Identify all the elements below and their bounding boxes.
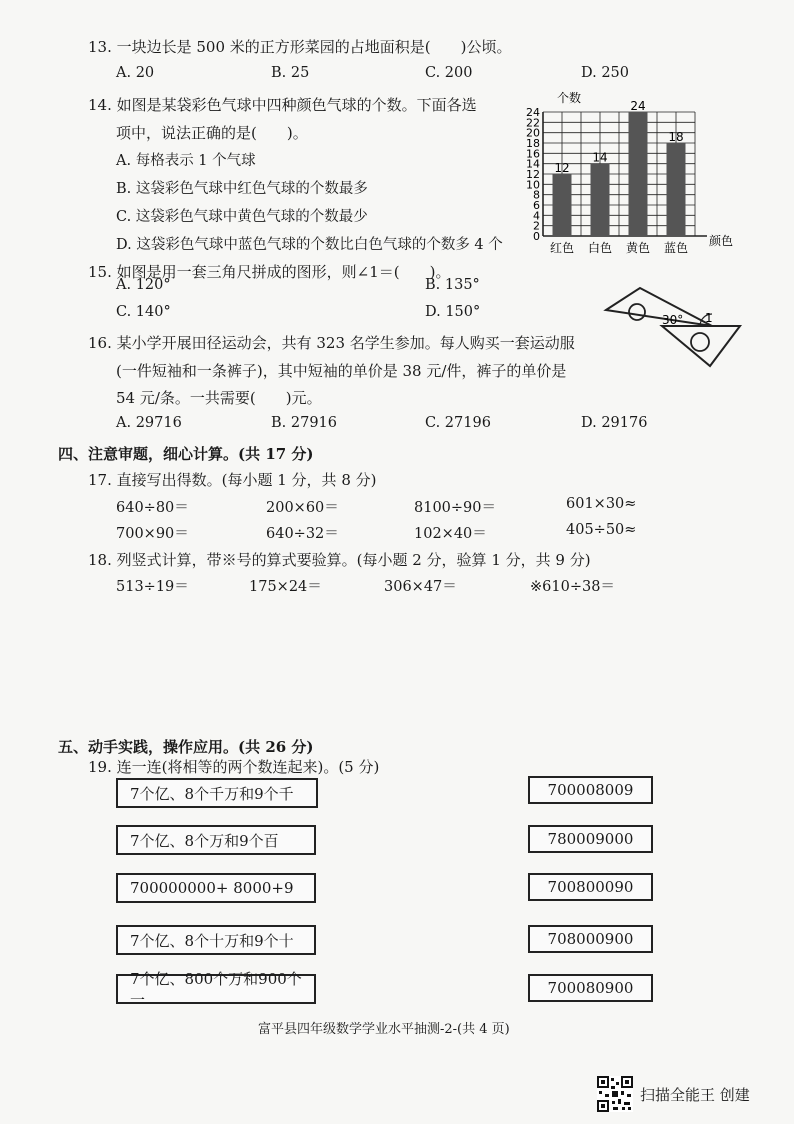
lower-triangle-ruler [662,326,740,366]
q19-left-box-3[interactable]: 700000000+ 8000+9 [116,873,316,903]
q14-option-b: B. 这袋彩色气球中红色气球的个数最多 [116,181,368,197]
chart-category-label: 白色 [587,241,613,255]
q17-stem: 17. 直接写出得数。(每小题 1 分，共 8 分) [88,471,377,489]
q17-item-3: 8100÷90＝ [414,500,497,516]
chart-category-label: 蓝色 [663,241,689,255]
chart-bar [591,164,610,236]
q18-stem: 18. 列竖式计算，带※号的算式要验算。(每小题 2 分，验算 1 分，共 9 分) [88,551,591,569]
q18-item-3: 306×47＝ [384,579,457,595]
q19-right-box-4[interactable]: 708000900 [528,925,653,953]
q15-option-c: C. 140° [116,304,171,320]
q16-option-c: C. 27196 [425,415,491,431]
q13-stem: 13. 一块边长是 500 米的正方形菜园的占地面积是( )公顷。 [88,38,512,56]
q14-option-a: A. 每格表示 1 个气球 [116,153,256,169]
qr-code-icon [597,1076,633,1112]
chart-y-tick-label: 2 [533,219,540,233]
upper-triangle-ruler [606,288,712,326]
balloon-bar-chart [515,88,745,270]
chart-y-tick-label: 8 [533,188,540,202]
q17-item-6: 640÷32＝ [266,526,339,542]
chart-data-label: 14 [592,150,608,165]
q14-option-d: D. 这袋彩色气球中蓝色气球的个数比白色气球的个数多 4 个 [116,237,503,253]
q19-left-box-4[interactable]: 7个亿、8个十万和9个十 [116,925,316,955]
chart-y-tick-label: 6 [533,199,540,212]
chart-y-tick-label: 12 [526,168,540,181]
q13-option-b: B. 25 [271,65,310,81]
chart-bar [629,112,648,236]
q19-left-box-5[interactable]: 7个亿、800个万和900个一 [116,974,316,1004]
chart-y-tick-label: 10 [526,178,540,192]
angle-30-label: 30° [662,313,684,327]
q14-option-c: C. 这袋彩色气球中黄色气球的个数最少 [116,209,368,225]
chart-y-tick-label: 0 [533,230,540,243]
q15-option-d: D. 150° [425,304,481,320]
q19-right-box-5[interactable]: 700080900 [528,974,653,1002]
q15-stem: 15. 如图是用一套三角尺拼成的图形，则∠1＝( )。 [88,263,451,281]
chart-y-tick-label: 14 [526,157,540,171]
q19-left-box-2[interactable]: 7个亿、8个万和9个百 [116,825,316,855]
q17-item-4: 601×30≈ [566,496,637,512]
chart-y-tick-label: 18 [526,137,540,150]
chart-y-tick-label: 16 [526,147,540,161]
q18-item-4: ※610÷38＝ [530,579,615,595]
q18-item-1: 513÷19＝ [116,579,189,595]
q19-right-box-1[interactable]: 700008009 [528,776,653,804]
upper-ruler-hole [629,304,645,320]
q13-option-a: A. 20 [116,65,155,81]
page-footer: 富平县四年级数学学业水平抽测-2-(共 4 页) [258,1022,510,1037]
section-5-title: 五、动手实践，操作应用。(共 26 分) [58,738,314,756]
chart-category-label: 红色 [549,241,575,255]
chart-y-tick-label: 20 [526,126,540,140]
triangle-rulers-figure [600,282,750,372]
chart-bar [667,143,686,236]
chart-y-axis-label: 个数 [557,91,582,105]
q14-stem-line1: 14. 如图是某袋彩色气球中四种颜色气球的个数。下面各选 [88,96,477,114]
chart-category-label: 黄色 [625,241,651,255]
scanner-label: 扫描全能王 创建 [640,1086,750,1104]
chart-data-label: 12 [554,161,570,175]
q14-stem-line2: 项中，说法正确的是( )。 [116,124,308,142]
q15-option-a: A. 120° [116,277,171,293]
q16-line2: (一件短袖和一条裤子)，其中短袖的单价是 38 元/件，裤子的单价是 [116,362,567,380]
q19-right-box-2[interactable]: 780009000 [528,825,653,853]
section-4-title: 四、注意审题，细心计算。(共 17 分) [58,445,314,463]
q17-item-8: 405÷50≈ [566,522,637,538]
q19-right-box-3[interactable]: 700800090 [528,873,653,901]
q16-line3: 54 元/条。一共需要( )元。 [116,389,322,407]
q18-item-2: 175×24＝ [249,579,322,595]
q17-item-5: 700×90＝ [116,526,189,542]
angle-1-marker: 1 [705,311,713,325]
q13-option-c: C. 200 [425,65,473,81]
q15-option-b: B. 135° [425,277,480,293]
q16-option-b: B. 27916 [271,415,338,431]
q17-item-7: 102×40＝ [414,526,487,542]
q16-line1: 16. 某小学开展田径运动会，共有 323 名学生参加。每人购买一套运动服 [88,334,575,352]
q16-option-a: A. 29716 [116,415,182,431]
chart-data-label: 18 [668,130,684,144]
q17-item-1: 640÷80＝ [116,500,189,516]
q13-option-d: D. 250 [581,65,630,81]
q16-option-d: D. 29176 [581,415,648,431]
chart-y-tick-label: 22 [526,116,540,130]
chart-x-axis-label: 颜色 [709,234,734,248]
chart-y-tick-label: 24 [526,106,540,119]
chart-y-tick-label: 4 [533,209,540,223]
lower-ruler-hole [691,333,709,351]
q17-item-2: 200×60＝ [266,500,339,516]
chart-data-label: 24 [630,99,646,113]
chart-bar [553,174,572,236]
q19-left-box-1[interactable]: 7个亿、8个千万和9个千 [116,778,318,808]
q19-stem: 19. 连一连(将相等的两个数连起来)。(5 分) [88,758,380,776]
